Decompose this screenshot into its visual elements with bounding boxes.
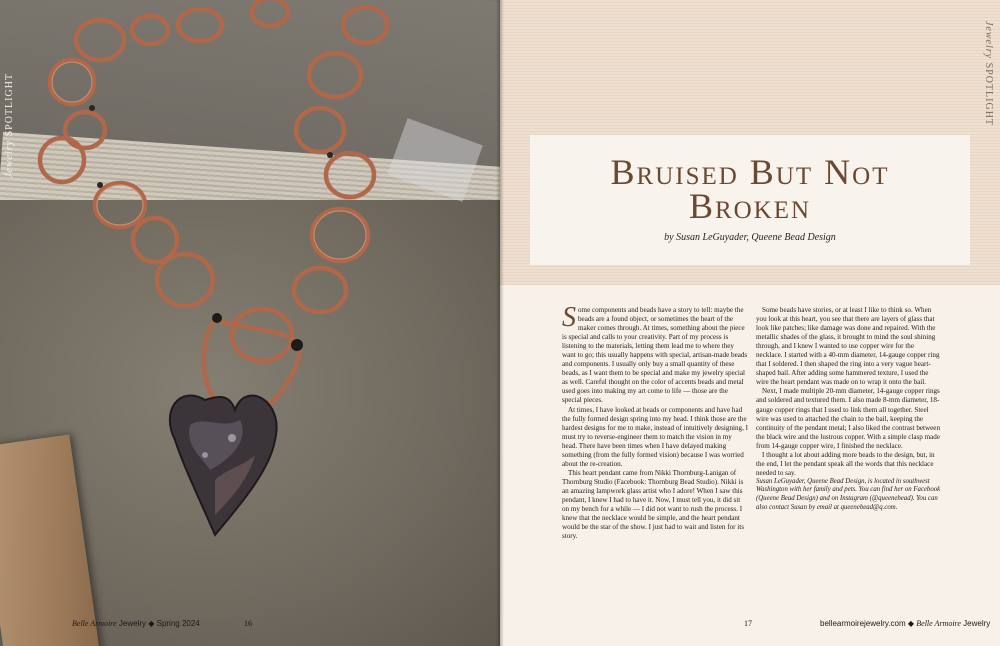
paragraph: Next, I made multiple 20-mm diameter, 14-gauge copper rings and soldered and textured them. I also made 8-mm diameter, 18-gauge copper rings that I used to link them all together. Steel wire was used to attached the chain to the bail, keeping the continuity of the pendant metal; I also liked the contrast between the black wire and the lustrous copper. With a simple clasp made from 14-gauge copper wire, I finished the necklace.	[756, 387, 940, 450]
paragraph-text: ome components and beads have a story to tell: maybe the beads are a found object, or sometimes the heart of the maker comes through. At times, something about the piece is special and calls to your creativity. Part of my process is listening to the materials, letting them lead me to where they want to go; this usually happens with special, artisan-made beads and components. I usually only buy a small quantity of these beads, as I want them to be special and make my jewelry special as well. Careful thought on the color of accents beads and metal used goes into making my art come to life — those are the special pieces.	[562, 306, 748, 405]
author-bio: Susan LeGuyader, Queene Bead Design, is located in southwest Washington with her family and pets. You can find her on Facebook (Queene Bead Design) and on Instagram (@queenebead). You can also contact Susan by email at queenebead@q.com.	[756, 477, 941, 511]
drop-cap: S	[562, 302, 576, 333]
paragraph: I thought a lot about adding more beads to the design, but, in the end, I let the pendant speak all the words that this necklace needed to say.	[756, 450, 935, 477]
article-title	[530, 152, 970, 226]
side-tab-label: SPOTLIGHT	[983, 63, 994, 127]
footer-issue: Jewelry ◆ Spring 2024	[118, 619, 200, 628]
footer-brand: Belle Armoire	[916, 619, 961, 628]
footer-brand: Belle Armoire	[72, 619, 117, 628]
copper-chain	[40, 0, 387, 420]
paragraph: This heart pendant came from Nikki Thornburg-Lanigan of Thornburg Studio (Facebook: Thornburg Bead Studio). Nikki is an amazing lampwork glass artist who I adore! When I saw this pendant, I knew I had to have it. Now, I must tell you, it did sit on my bench for a while — I did not want to rush the process. I knew that the necklace would be simple, and the heart pendant would be the star of the show. I just had to wait and listen for its story.	[562, 468, 744, 541]
side-tab-label: SPOTLIGHT	[4, 72, 15, 136]
article-column-1	[562, 302, 748, 541]
paragraph: Some beads have stories, or at least I like to think so. When you look at this heart, you see that there are layers of glass that look like patches; like damage was done and repaired. With the metallic shades of the glass, it brought to mind the soul shining through, and I knew I wanted to use copper wire for the necklace. I started with a 40-mm diameter, 14-gauge copper ring that I soldered. I then shaped the ring into a very vague heart-shaped bail. After adding some hammered texture, I used the wire the heart pendant was made on to wrap it onto the bail.	[756, 306, 940, 387]
footer-url[interactable]: bellearmoirejewelry.com ◆	[820, 619, 915, 628]
byline: by Susan LeGuyader, Queene Bead Design	[664, 232, 836, 243]
side-tab-script: Jewelry	[4, 139, 15, 178]
title-box	[530, 135, 970, 265]
title-line-1: Bruised But Not	[610, 152, 890, 192]
side-tab-spotlight-left	[4, 40, 22, 210]
footer-right	[820, 619, 990, 628]
paragraph	[562, 302, 748, 406]
page-number-left: 16	[244, 619, 252, 628]
article-column-2	[756, 306, 942, 512]
footer-section: Jewelry	[963, 619, 991, 628]
footer-left	[72, 619, 200, 628]
heart-pendant	[170, 396, 277, 535]
paragraph: At times, I have looked at beads or components and have had the fully formed design spring into my head. I think those are the hardest designs for me to make, instead of intuitively designing, I must try to reverse-engineer them to match the vision in my head. There have been times when I have delayed making something (from the fully formed vision) because I was worried about the re-creation.	[562, 405, 748, 468]
side-tab-script: Jewelry	[983, 21, 994, 60]
title-line-2: Broken	[688, 186, 812, 226]
side-tab-spotlight-right	[976, 4, 994, 144]
page-gutter	[496, 0, 504, 646]
page-number-right: 17	[744, 619, 752, 628]
